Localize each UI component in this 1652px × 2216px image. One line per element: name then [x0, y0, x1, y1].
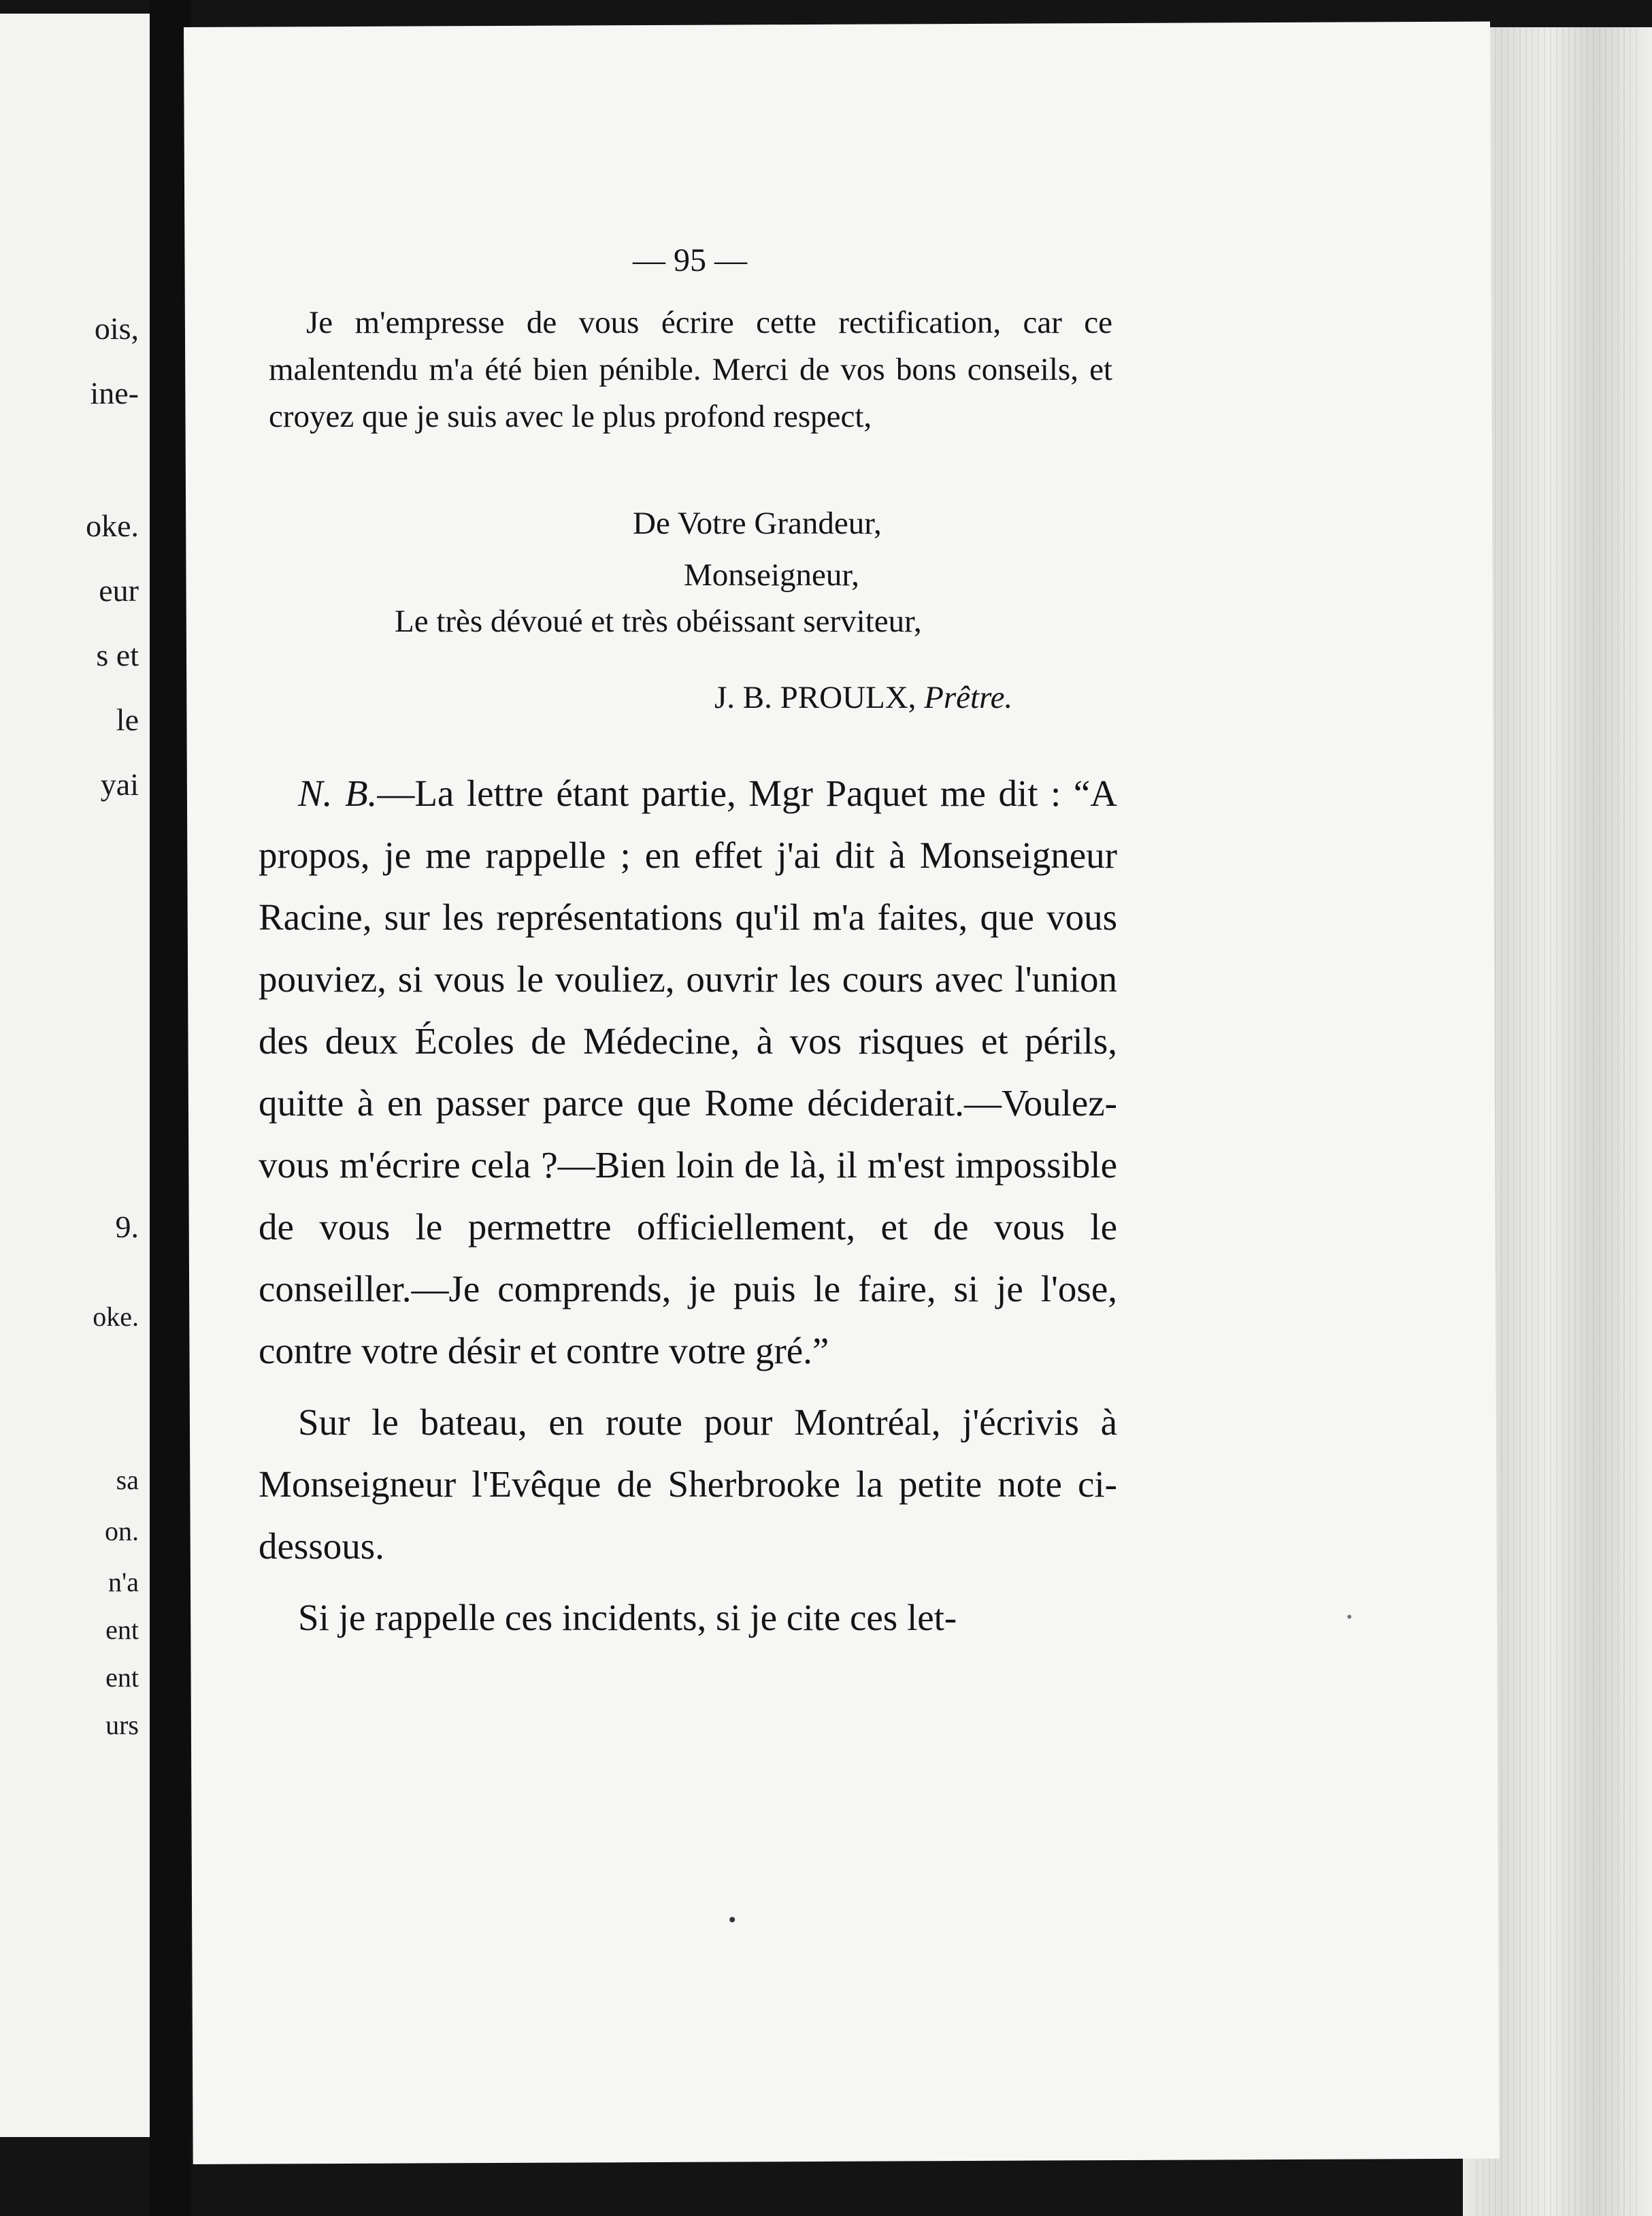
signature-title: Prêtre. [924, 680, 1013, 715]
body-text [259, 762, 1117, 1648]
print-speck [729, 1917, 735, 1922]
print-speck [1347, 1615, 1351, 1619]
left-page-fragment: ine- [90, 376, 139, 410]
nb-text: —La lettre étant partie, Mgr Paquet me dit : “A propos, je me rappelle ; en effet j'ai dit à Monseigneur Racine, sur les représentations qu'il m'a faites, que vous pouviez, si vous le vouliez, ouvrir les cours avec l'union des deux Écoles de Médecine, à vos risques et périls, quitte à en passer parce que Rome déciderait.—Voulez-vous m'écrire cela ?—Bien loin de là, il m'est impossible de vous le permettre officiellement, et de vous le conseiller.—Je comprends, je puis le faire, si je l'ose, contre votre désir et contre votre gré.” [259, 772, 1117, 1371]
left-page-fragment: n'a [108, 1567, 139, 1597]
left-page-fragment: eur [99, 573, 139, 608]
letter-text [269, 299, 1112, 440]
nb-paragraph [259, 762, 1117, 1382]
left-page-fragment: 9. [115, 1209, 139, 1244]
body-paragraph: Sur le bateau, en route pour Montréal, j'écrivis à Monseigneur l'Evêque de Sherbrooke la petite note ci-dessous. [259, 1401, 1117, 1567]
closing-formula: Le très dévoué et très obéissant serviteur, [395, 604, 922, 639]
left-page-fragment: on. [105, 1516, 139, 1546]
nb-label: N. B. [298, 772, 378, 814]
left-page-fragment: urs [105, 1710, 139, 1740]
closing-salutation: De Votre Grandeur, [633, 506, 882, 541]
left-page-fragment: sa [116, 1465, 139, 1495]
left-page-fragment: ent [105, 1662, 139, 1693]
body-paragraph: Si je rappelle ces incidents, si je cite ces let- [298, 1597, 957, 1638]
signature-name: J. B. PROULX, [714, 680, 916, 715]
letter-paragraph: Je m'empresse de vous écrire cette rectification, car ce malentendu m'a été bien pénible. Merci de vos bons conseils, et croyez que je suis avec le plus profond respect, [269, 305, 1112, 434]
left-page-fragment: ent [105, 1614, 139, 1645]
closing-address: Monseigneur, [684, 557, 859, 593]
left-page-fragment: s et [96, 638, 139, 672]
page-stack-lines [1476, 27, 1640, 2216]
left-page-fragment: ois, [94, 311, 139, 346]
left-page-fragment: le [116, 702, 139, 737]
left-page-fragment: yai [100, 767, 139, 802]
left-facing-page [0, 14, 150, 2137]
left-page-fragment: oke. [86, 508, 139, 543]
page-number: — 95 — [633, 242, 747, 278]
left-page-fragment: oke. [93, 1301, 139, 1332]
signature [714, 679, 1012, 716]
